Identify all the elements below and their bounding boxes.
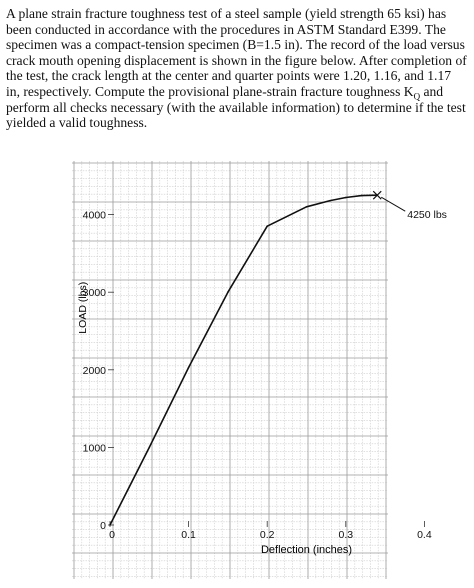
x-tick-label: 0.1 <box>181 529 196 541</box>
data-point <box>306 206 308 208</box>
y-axis-label: LOAD (lbs) <box>77 281 89 334</box>
problem-statement <box>6 6 468 131</box>
annotation-label: 4250 lbs <box>407 209 447 222</box>
problem-text-part1: A plane strain fracture toughness test of a steel sample (yield strength 65 ksi) has been conducted in accordance with the procedures in ASTM Standard E399. The specimen was a compact-tension specimen (B=1.5 in). The record of the load versus crack mouth opening displacement is shown in the figure below. After completion of the test, the crack length at the center and quarter points were 1.20, 1.16, and 1.17 in, respectively. Compute the provisional plane-strain fracture toughness K <box>6 6 467 99</box>
y-tick-label: 4000 <box>82 209 106 222</box>
x-tick-label: 0.3 <box>338 529 354 541</box>
data-point <box>149 447 151 449</box>
data-point <box>109 524 111 526</box>
data-point <box>227 291 229 293</box>
data-point <box>188 367 190 369</box>
y-tick-label: 0 <box>100 520 106 532</box>
x-tick-label: 0 <box>109 529 115 541</box>
x-tick-label: 0.4 <box>417 529 432 541</box>
data-point <box>361 195 363 197</box>
chart-svg <box>72 161 447 579</box>
data-point <box>266 225 268 227</box>
x-axis-label: Deflection (inches) <box>260 544 353 556</box>
load-deflection-chart <box>72 161 447 579</box>
kq-subscript: Q <box>413 91 421 102</box>
y-tick-label: 2000 <box>82 364 106 377</box>
y-tick-label: 3000 <box>82 287 106 300</box>
y-tick-label: 1000 <box>82 442 106 455</box>
problem-text-part2: and perform all checks necessary (with the available information) to determine if the test yielded a valid toughness. <box>6 83 466 131</box>
data-point <box>345 197 347 199</box>
data-point <box>329 200 331 202</box>
x-tick-label: 0.2 <box>259 529 275 541</box>
